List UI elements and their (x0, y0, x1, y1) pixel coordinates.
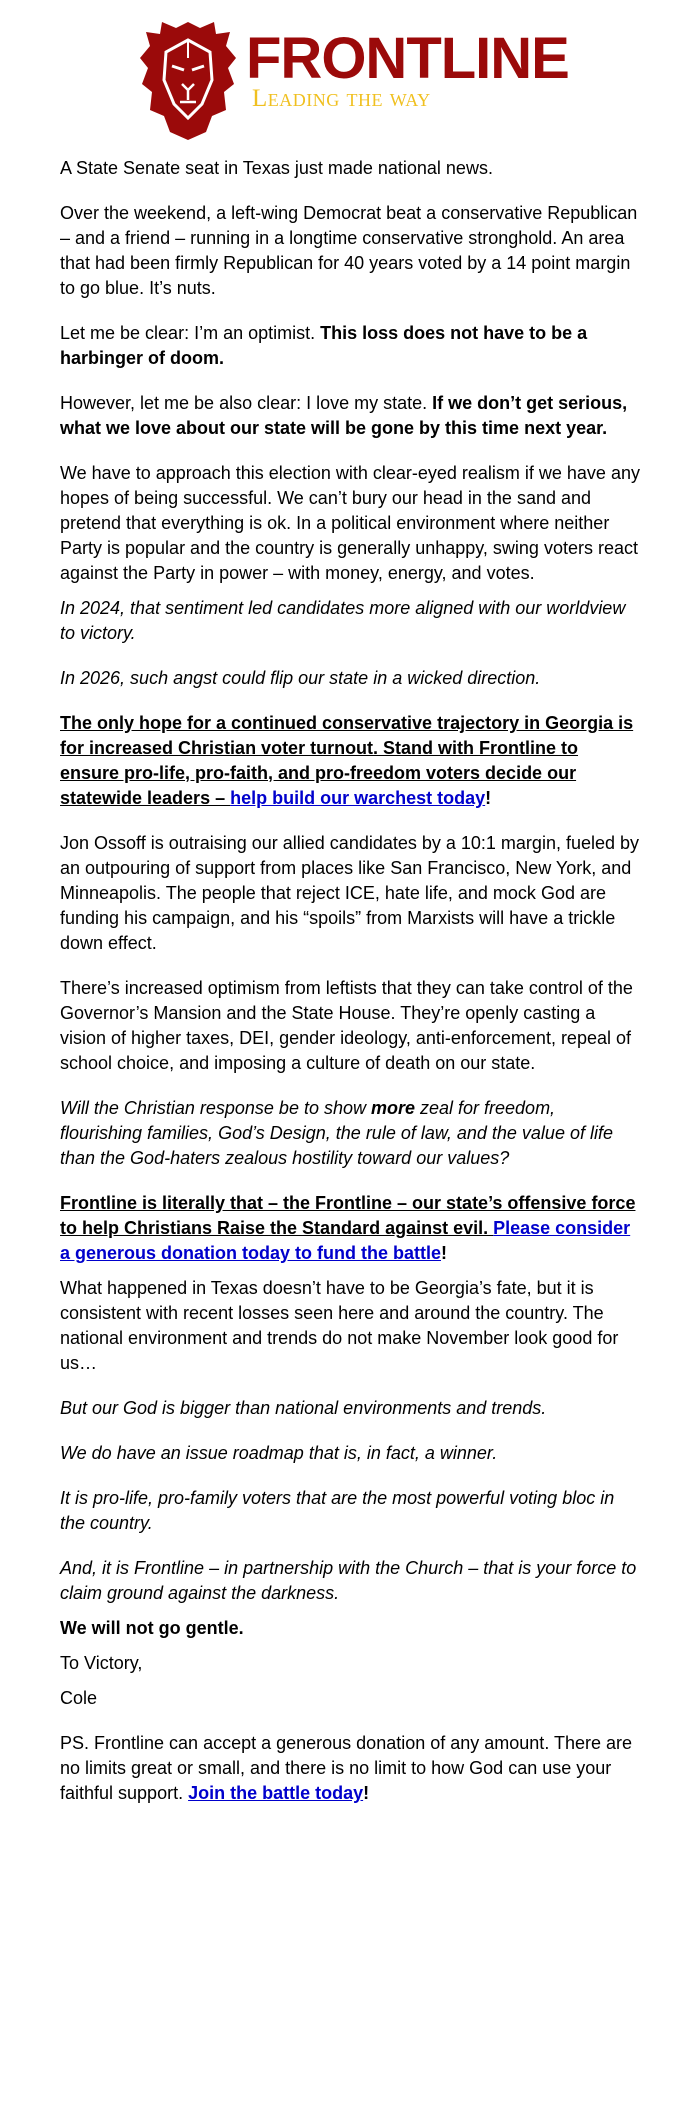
paragraph (60, 1191, 642, 1266)
text: However, let me be also clear: I love my state. (60, 393, 433, 413)
paragraph: We have to approach this election with clear-eyed realism if we have any hopes of being successful. We can’t bury our head in the sand and pretend that everything is ok. In a political environment where neither Party is popular and the country is generally unhappy, swing voters react against the Party in power – with money, energy, and votes. (60, 463, 640, 583)
paragraph (60, 1486, 642, 1536)
italic-text: And, it is Frontline – in partnership with the Church – that is your force to claim ground against the darkness. (60, 1558, 637, 1603)
paragraph: Over the weekend, a left-wing Democrat beat a conservative Republican – and a friend – running in a longtime conservative stronghold. An area that had been firmly Republican for 40 years voted by a 14 point margin to go blue. It’s nuts. (60, 203, 638, 298)
brand-name: FRONTLINE (246, 26, 569, 91)
signature: Cole (60, 1688, 98, 1708)
paragraph (60, 1396, 642, 1421)
bold-text: If we don’t get serious, what we love about our state will be gone by this time next year. (60, 393, 628, 438)
join-battle-link[interactable]: Join the battle today (188, 1783, 364, 1803)
warchest-link[interactable]: help build our warchest today (230, 788, 486, 808)
underlined-text: The only hope for a continued conservative trajectory in Georgia is for increased Christian voter turnout. Stand with Frontline to ensure pro-life, pro-faith, and pro-freedom voters decide our statewide leaders – (60, 713, 634, 808)
bold-text: more (370, 1098, 415, 1118)
paragraph (60, 666, 642, 691)
italic-text: It is pro-life, pro-family voters that are the most powerful voting bloc in the country. (60, 1488, 615, 1533)
text: Will the Christian response be to show (60, 1098, 371, 1118)
paragraph: Jon Ossoff is outraising our allied candidates by a 10:1 margin, fueled by an outpouring of support from places like San Francisco, New York, and Minneapolis. The people that reject ICE, hate life, and mock God are funding his campaign, and his “spoils” from Marxists will have a trickle down effect. (60, 833, 640, 953)
paragraph (60, 321, 642, 371)
text: zeal for freedom, flourishing families, God’s Design, the rule of law, and the value of life than the God-haters zealous hostility toward our values? (60, 1098, 613, 1168)
donation-link[interactable]: Please consider a generous donation today to fund the battle (60, 1218, 631, 1263)
paragraph (60, 391, 642, 441)
paragraph: What happened in Texas doesn’t have to be Georgia’s fate, but it is consistent with recent losses seen here and around the country. The national environment and trends do not make November look good for us… (60, 1278, 619, 1373)
text: PS. Frontline can accept a generous donation of any amount. There are no limits great or small, and there is no limit to how God can use your faithful support. (60, 1733, 633, 1803)
postscript (60, 1731, 642, 1806)
italic-text: In 2024, that sentiment led candidates more aligned with our worldview to victory. (60, 598, 626, 643)
text: ! (485, 788, 492, 808)
text: ! (363, 1783, 370, 1803)
italic-text: But our God is bigger than national environments and trends. (60, 1398, 547, 1418)
paragraph (60, 711, 642, 811)
paragraph: There’s increased optimism from leftists that they can take control of the Governor’s Mansion and the State House. They’re openly casting a vision of higher taxes, DEI, gender ideology, anti-enforcement, repeal of school choice, and imposing a culture of death on our state. (60, 978, 633, 1073)
sign-off: To Victory, (60, 1653, 143, 1673)
paragraph (60, 1556, 642, 1606)
brand-tagline: Leading the way (252, 85, 431, 112)
text: Let me be clear: I’m an optimist. (60, 323, 321, 343)
paragraph (60, 1096, 642, 1171)
bold-text: This loss does not have to be a harbinger of doom. (60, 323, 588, 368)
email-body (0, 156, 700, 1806)
header-logo (0, 0, 700, 150)
paragraph (60, 1616, 642, 1641)
italic-text: In 2026, such angst could flip our state in a wicked direction. (60, 668, 541, 688)
paragraph (60, 596, 642, 646)
lion-logo-icon (140, 18, 236, 140)
underlined-text: Frontline is literally that – the Frontline – our state’s offensive force to help Christians Raise the Standard against evil. (60, 1193, 636, 1238)
paragraph: A State Senate seat in Texas just made national news. (60, 158, 493, 178)
paragraph (60, 1441, 642, 1466)
text: ! (441, 1243, 447, 1263)
bold-text: We will not go gentle. (60, 1618, 244, 1638)
italic-text: We do have an issue roadmap that is, in fact, a winner. (60, 1443, 498, 1463)
